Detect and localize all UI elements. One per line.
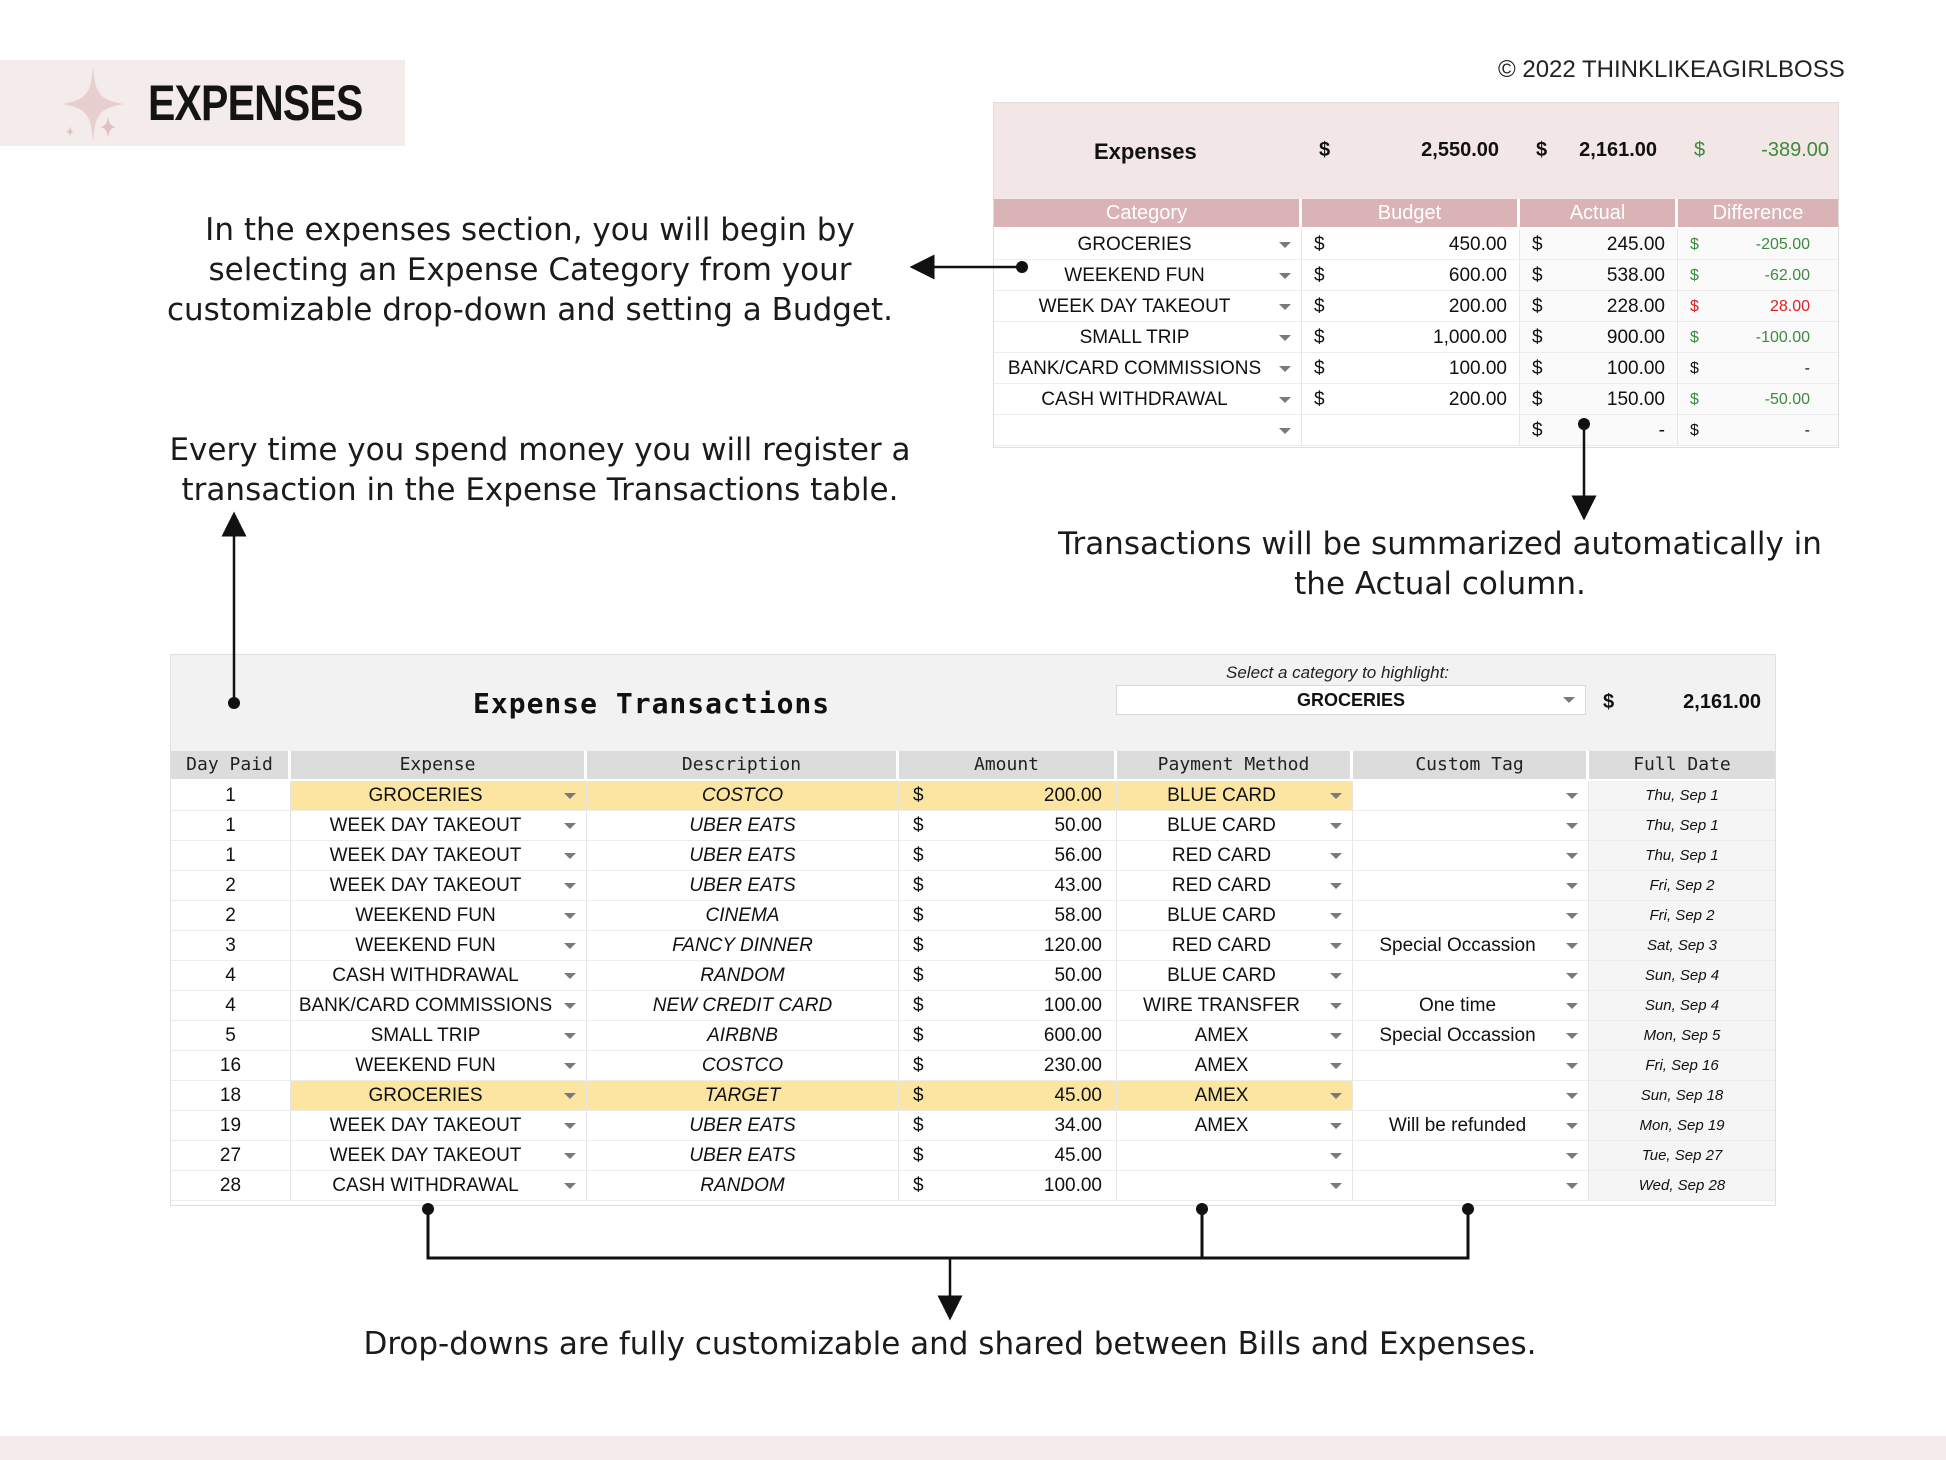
currency-sign: $: [913, 815, 924, 836]
day-paid-cell[interactable]: 4: [171, 991, 291, 1021]
currency-sign: $: [1532, 327, 1543, 348]
note-line: customizable drop-down and setting a Budget.: [166, 292, 894, 328]
description-cell[interactable]: UBER EATS: [587, 811, 899, 841]
full-date-cell: Fri, Sep 2: [1589, 871, 1775, 901]
day-paid-cell[interactable]: 3: [171, 931, 291, 961]
amount-value: 43.00: [1054, 875, 1102, 896]
currency-sign: $: [913, 1175, 924, 1196]
full-date-cell: Mon, Sep 19: [1589, 1111, 1775, 1141]
difference-value: -62.00: [1764, 267, 1810, 284]
description-cell[interactable]: FANCY DINNER: [587, 931, 899, 961]
full-date-cell: Thu, Sep 1: [1589, 841, 1775, 871]
amount-value: 50.00: [1054, 815, 1102, 836]
category-label: GROCERIES: [1077, 234, 1192, 255]
custom-tag-label: Special Occassion: [1379, 1025, 1536, 1046]
category-label: BANK/CARD COMMISSIONS: [1007, 358, 1262, 379]
difference-value: 28.00: [1769, 298, 1810, 315]
currency-sign: $: [1314, 265, 1325, 286]
actual-value: 100.00: [1606, 358, 1665, 379]
header-amount: Amount: [899, 751, 1117, 779]
full-date-cell: Wed, Sep 28: [1589, 1171, 1775, 1201]
expense-label: WEEKEND FUN: [355, 935, 496, 956]
day-paid-cell[interactable]: 2: [171, 871, 291, 901]
description-cell[interactable]: CINEMA: [587, 901, 899, 931]
note-line: transaction in the Expense Transactions table.: [181, 472, 899, 508]
expense-label: WEEKEND FUN: [355, 1055, 496, 1076]
total-difference: -389.00: [1761, 139, 1829, 161]
full-date-cell: Thu, Sep 1: [1589, 781, 1775, 811]
payment-method-label: AMEX: [1194, 1055, 1249, 1076]
currency-sign: $: [1314, 389, 1325, 410]
budget-value: 200.00: [1448, 389, 1507, 410]
day-paid-cell[interactable]: 4: [171, 961, 291, 991]
amount-value: 56.00: [1054, 845, 1102, 866]
amount-value: 600.00: [1043, 1025, 1102, 1046]
currency-sign: $: [1532, 265, 1543, 286]
currency-sign: $: [1314, 327, 1325, 348]
currency-sign: $: [1690, 298, 1699, 315]
currency-sign: $: [913, 875, 924, 896]
currency-sign: $: [1690, 391, 1699, 408]
description-cell[interactable]: UBER EATS: [587, 841, 899, 871]
amount-value: 200.00: [1043, 785, 1102, 806]
expense-label: WEEK DAY TAKEOUT: [329, 1115, 522, 1136]
currency-sign: $: [1690, 329, 1699, 346]
difference-value: -50.00: [1764, 391, 1810, 408]
description-cell[interactable]: COSTCO: [587, 781, 899, 811]
currency-sign: $: [1319, 139, 1331, 161]
custom-tag-label: Will be refunded: [1388, 1115, 1527, 1136]
currency-sign: $: [1690, 236, 1699, 253]
day-paid-cell[interactable]: 28: [171, 1171, 291, 1201]
currency-sign: $: [1532, 358, 1543, 379]
day-paid-cell[interactable]: 2: [171, 901, 291, 931]
currency-sign: $: [1690, 422, 1699, 439]
payment-method-label: AMEX: [1194, 1085, 1249, 1106]
payment-method-label: BLUE CARD: [1167, 815, 1276, 836]
expense-label: GROCERIES: [368, 1085, 483, 1106]
budget-value: 450.00: [1448, 234, 1507, 255]
description-cell[interactable]: UBER EATS: [587, 871, 899, 901]
description-cell[interactable]: AIRBNB: [587, 1021, 899, 1051]
currency-sign: $: [1694, 139, 1706, 161]
category-label: WEEK DAY TAKEOUT: [1038, 296, 1231, 317]
amount-value: 100.00: [1043, 1175, 1102, 1196]
expense-label: CASH WITHDRAWAL: [332, 1175, 519, 1196]
category-label: WEEKEND FUN: [1064, 265, 1205, 286]
expense-label: WEEKEND FUN: [355, 905, 496, 926]
page-title: EXPENSES: [148, 75, 363, 131]
header-actual: Actual: [1520, 199, 1678, 227]
actual-value: -: [1658, 420, 1665, 441]
header-full-date: Full Date: [1589, 751, 1775, 779]
currency-sign: $: [1532, 420, 1543, 441]
note-line: the Actual column.: [1294, 566, 1586, 602]
payment-method-label: BLUE CARD: [1167, 905, 1276, 926]
expense-label: SMALL TRIP: [370, 1025, 481, 1046]
payment-method-label: BLUE CARD: [1167, 965, 1276, 986]
description-cell[interactable]: TARGET: [587, 1081, 899, 1111]
note-line: selecting an Expense Category from your: [208, 252, 852, 288]
full-date-cell: Sun, Sep 4: [1589, 961, 1775, 991]
expense-label: CASH WITHDRAWAL: [332, 965, 519, 986]
day-paid-cell[interactable]: 27: [171, 1141, 291, 1171]
header-custom-tag: Custom Tag: [1353, 751, 1589, 779]
category-label: CASH WITHDRAWAL: [1041, 389, 1228, 410]
description-cell[interactable]: UBER EATS: [587, 1111, 899, 1141]
dropdown-bracket: [422, 1203, 1474, 1308]
currency-sign: $: [1314, 234, 1325, 255]
currency-sign: $: [1690, 360, 1699, 377]
amount-value: 34.00: [1054, 1115, 1102, 1136]
header-budget: Budget: [1302, 199, 1520, 227]
currency-sign: $: [913, 965, 924, 986]
currency-sign: $: [913, 1085, 924, 1106]
note-line: Every time you spend money you will register a: [169, 432, 911, 468]
description-cell[interactable]: COSTCO: [587, 1051, 899, 1081]
difference-value: -205.00: [1755, 236, 1810, 253]
budget-value: 600.00: [1448, 265, 1507, 286]
header-day-paid: Day Paid: [171, 751, 291, 779]
payment-method-label: AMEX: [1194, 1115, 1249, 1136]
selected-category: GROCERIES: [1296, 690, 1406, 710]
header-category: Category: [994, 199, 1302, 227]
difference-value: -: [1804, 422, 1810, 439]
full-date-cell: Sun, Sep 18: [1589, 1081, 1775, 1111]
header-description: Description: [587, 751, 899, 779]
currency-sign: $: [1532, 296, 1543, 317]
day-paid-cell[interactable]: 1: [171, 811, 291, 841]
category-label: SMALL TRIP: [1079, 327, 1190, 348]
description-cell[interactable]: UBER EATS: [587, 1141, 899, 1171]
day-paid-cell[interactable]: 1: [171, 841, 291, 871]
currency-sign: $: [1536, 139, 1548, 161]
highlight-total: 2,161.00: [1683, 691, 1761, 713]
currency-sign: $: [913, 845, 924, 866]
day-paid-cell[interactable]: 19: [171, 1111, 291, 1141]
full-date-cell: Fri, Sep 16: [1589, 1051, 1775, 1081]
budget-value: 100.00: [1448, 358, 1507, 379]
currency-sign: $: [913, 995, 924, 1016]
transactions-title: Expense Transactions: [473, 687, 831, 720]
full-date-cell: Thu, Sep 1: [1589, 811, 1775, 841]
full-date-cell: Fri, Sep 2: [1589, 901, 1775, 931]
expense-label: GROCERIES: [368, 785, 483, 806]
description-cell[interactable]: RANDOM: [587, 1171, 899, 1201]
expense-label: WEEK DAY TAKEOUT: [329, 1145, 522, 1166]
difference-value: -: [1804, 360, 1810, 377]
currency-sign: $: [913, 905, 924, 926]
payment-method-label: AMEX: [1194, 1025, 1249, 1046]
total-actual: 2,161.00: [1579, 139, 1657, 161]
expense-label: BANK/CARD COMMISSIONS: [298, 995, 553, 1016]
actual-value: 900.00: [1606, 327, 1665, 348]
payment-method-label: WIRE TRANSFER: [1143, 995, 1300, 1016]
amount-value: 50.00: [1054, 965, 1102, 986]
copyright-text: © 2022 THINKLIKEAGIRLBOSS: [1498, 56, 1845, 83]
currency-sign: $: [1314, 358, 1325, 379]
amount-value: 100.00: [1043, 995, 1102, 1016]
full-date-cell: Sun, Sep 4: [1589, 991, 1775, 1021]
custom-tag-label: Special Occassion: [1379, 935, 1536, 956]
expense-label: WEEK DAY TAKEOUT: [329, 845, 522, 866]
currency-sign: $: [1532, 234, 1543, 255]
currency-sign: $: [913, 1055, 924, 1076]
payment-method-label: BLUE CARD: [1167, 785, 1276, 806]
actual-value: 538.00: [1606, 265, 1665, 286]
header-difference: Difference: [1678, 199, 1838, 227]
currency-sign: $: [913, 785, 924, 806]
actual-value: 150.00: [1606, 389, 1665, 410]
header-payment-method: Payment Method: [1117, 751, 1353, 779]
full-date-cell: Tue, Sep 27: [1589, 1141, 1775, 1171]
currency-sign: $: [1532, 389, 1543, 410]
category-arrow: [922, 261, 1028, 273]
currency-sign: $: [1603, 691, 1615, 713]
actual-value: 245.00: [1606, 234, 1665, 255]
currency-sign: $: [913, 935, 924, 956]
highlight-select-label: Select a category to highlight:: [1226, 663, 1450, 682]
currency-sign: $: [913, 1115, 924, 1136]
amount-value: 230.00: [1043, 1055, 1102, 1076]
expense-label: WEEK DAY TAKEOUT: [329, 875, 522, 896]
day-paid-cell[interactable]: 5: [171, 1021, 291, 1051]
expense-label: WEEK DAY TAKEOUT: [329, 815, 522, 836]
note-line: Transactions will be summarized automatically in: [1058, 526, 1822, 562]
amount-value: 45.00: [1054, 1145, 1102, 1166]
total-budget: 2,550.00: [1421, 139, 1499, 161]
note-line: Drop-downs are fully customizable and shared between Bills and Expenses.: [363, 1326, 1537, 1362]
custom-tag-label: One time: [1418, 995, 1497, 1016]
description-cell[interactable]: NEW CREDIT CARD: [587, 991, 899, 1021]
payment-method-label: RED CARD: [1171, 935, 1272, 956]
amount-value: 120.00: [1043, 935, 1102, 956]
currency-sign: $: [913, 1145, 924, 1166]
day-paid-cell[interactable]: 1: [171, 781, 291, 811]
header-expense: Expense: [291, 751, 587, 779]
day-paid-cell[interactable]: 18: [171, 1081, 291, 1111]
budget-value: 1,000.00: [1433, 327, 1507, 348]
payment-method-label: RED CARD: [1171, 875, 1272, 896]
budget-title: Expenses: [1094, 139, 1197, 164]
full-date-cell: Mon, Sep 5: [1589, 1021, 1775, 1051]
budget-value: 200.00: [1448, 296, 1507, 317]
register-arrow: [228, 524, 240, 709]
amount-value: 58.00: [1054, 905, 1102, 926]
payment-method-label: RED CARD: [1171, 845, 1272, 866]
actual-column-arrow: [1578, 418, 1590, 508]
difference-value: -100.00: [1755, 329, 1810, 346]
currency-sign: $: [1314, 296, 1325, 317]
full-date-cell: Sat, Sep 3: [1589, 931, 1775, 961]
note-line: In the expenses section, you will begin by: [205, 212, 855, 248]
amount-value: 45.00: [1054, 1085, 1102, 1106]
description-cell[interactable]: RANDOM: [587, 961, 899, 991]
actual-value: 228.00: [1606, 296, 1665, 317]
currency-sign: $: [1690, 267, 1699, 284]
day-paid-cell[interactable]: 16: [171, 1051, 291, 1081]
currency-sign: $: [913, 1025, 924, 1046]
